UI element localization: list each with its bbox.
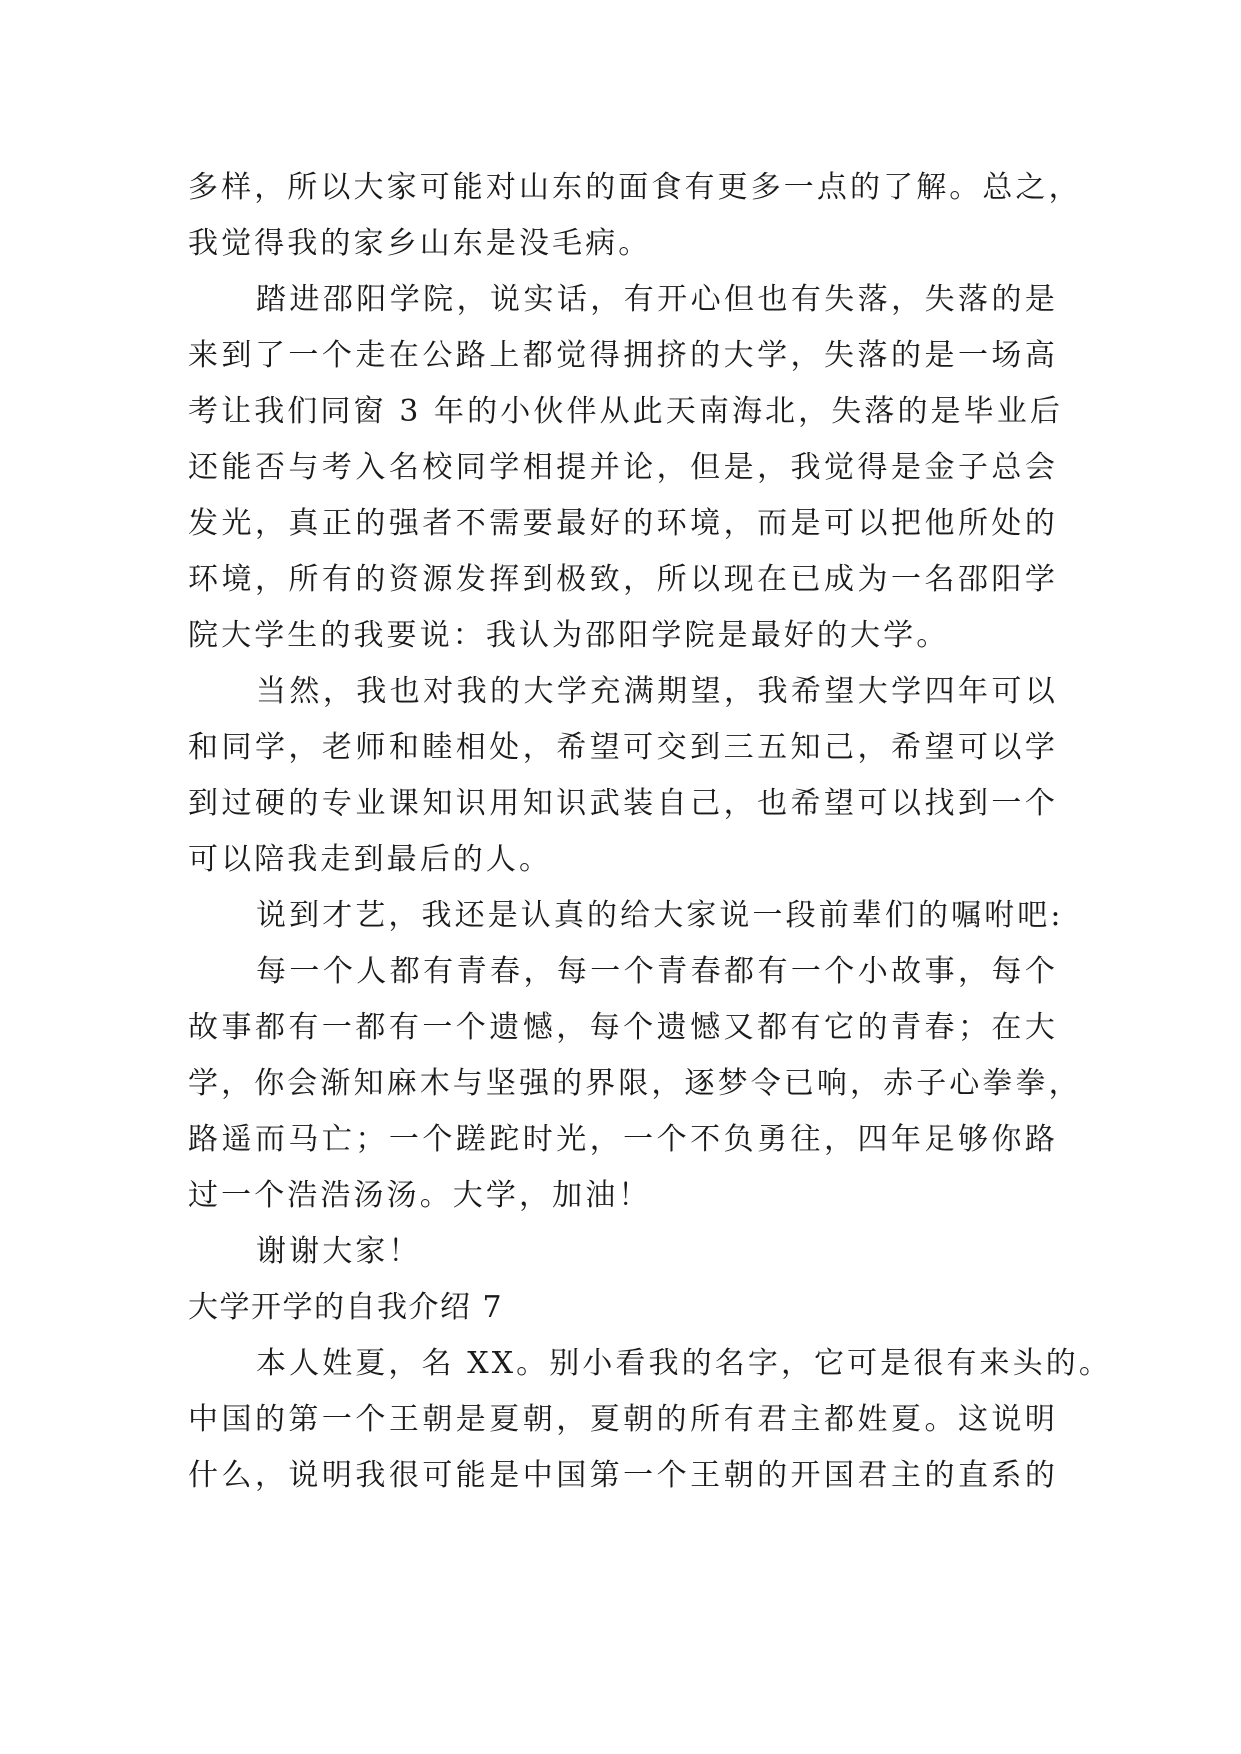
text-line: 院大学生的我要说：我认为邵阳学院是最好的大学。: [188, 618, 950, 653]
text-line: 到过硬的专业课知识用知识武装自己，也希望可以找到一个: [188, 786, 1058, 821]
text-line: 学，你会渐知麻木与坚强的界限，逐梦令已响，赤子心拳拳，: [188, 1066, 1082, 1101]
text-line: 多样，所以大家可能对山东的面食有更多一点的了解。总之，: [188, 170, 1082, 205]
text-line: 考让我们同窗 3 年的小伙伴从此天南海北，失落的是毕业后: [188, 394, 1063, 429]
text-line: 来到了一个走在公路上都觉得拥挤的大学，失落的是一场高: [188, 338, 1058, 373]
text-line: 可以陪我走到最后的人。: [188, 842, 553, 877]
paragraph-start-line: 当然，我也对我的大学充满期望，我希望大学四年可以: [256, 674, 1058, 709]
paragraph-start-line: 每一个人都有青春，每一个青春都有一个小故事，每个: [256, 954, 1058, 989]
text-line: 我觉得我的家乡山东是没毛病。: [188, 226, 652, 261]
document-body: [188, 160, 1112, 1504]
text-line: 过一个浩浩汤汤。大学，加油！: [188, 1178, 652, 1213]
paragraph-start-line: 本人姓夏，名 XX。别小看我的名字，它可是很有来头的。: [256, 1346, 1112, 1381]
paragraph-start-line: 踏进邵阳学院，说实话，有开心但也有失落，失落的是: [256, 282, 1058, 317]
text-line: 什么，说明我很可能是中国第一个王朝的开国君主的直系的: [188, 1458, 1058, 1493]
text-line: 发光，真正的强者不需要最好的环境，而是可以把他所处的: [188, 506, 1058, 541]
text-line: 故事都有一都有一个遗憾，每个遗憾又都有它的青春；在大: [188, 1010, 1058, 1045]
paragraph-start-line: 说到才艺，我还是认真的给大家说一段前辈们的嘱咐吧:: [256, 898, 1064, 933]
paragraph-start-line: 谢谢大家！: [256, 1234, 422, 1269]
text-line: 中国的第一个王朝是夏朝，夏朝的所有君主都姓夏。这说明: [188, 1402, 1058, 1437]
text-line: 和同学，老师和睦相处，希望可交到三五知己，希望可以学: [188, 730, 1058, 765]
text-line: 路遥而马亡；一个蹉跎时光，一个不负勇往，四年足够你路: [188, 1122, 1058, 1157]
text-line: 环境，所有的资源发挥到极致，所以现在已成为一名邵阳学: [188, 562, 1058, 597]
text-line: 还能否与考入名校同学相提并论，但是，我觉得是金子总会: [188, 450, 1058, 485]
section-heading: 大学开学的自我介绍 7: [188, 1290, 504, 1325]
